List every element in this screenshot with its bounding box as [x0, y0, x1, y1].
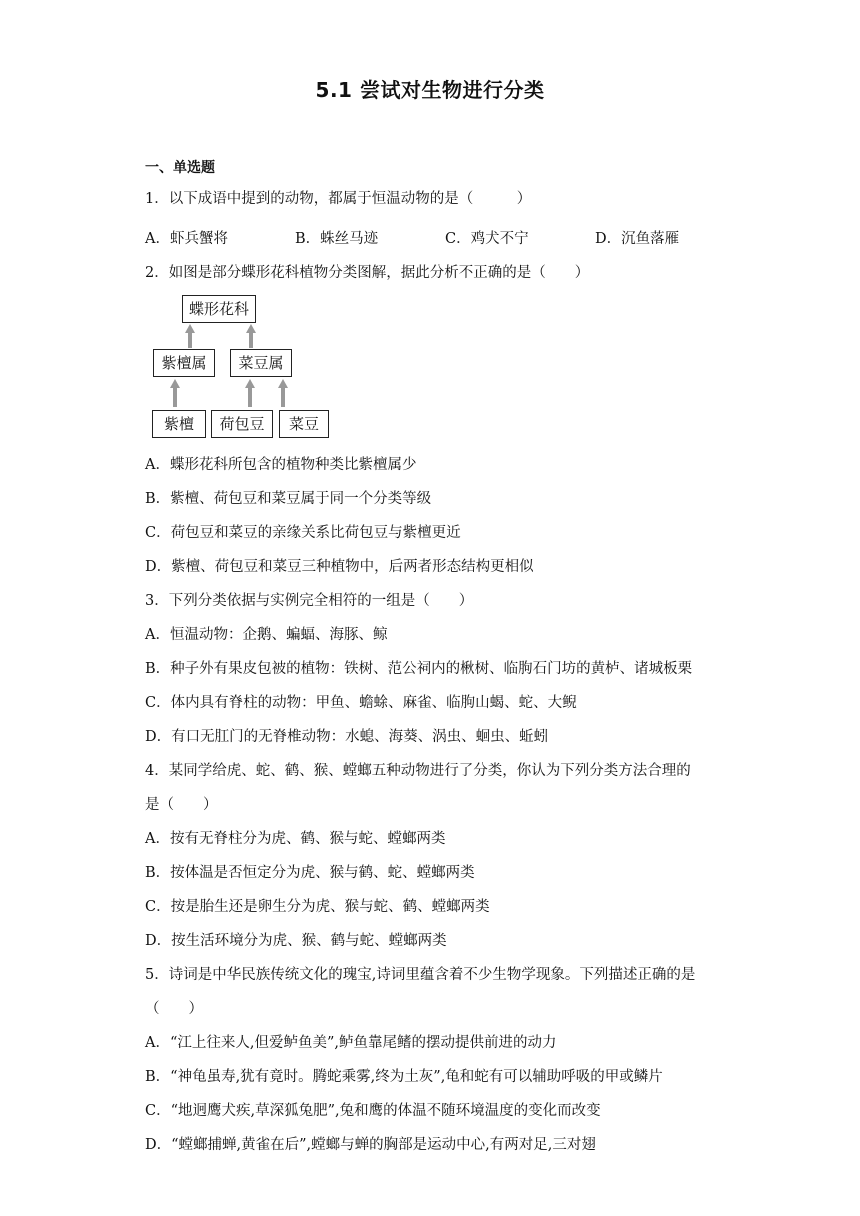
question-5-option-b: B．“神龟虽寿,犹有竟时。腾蛇乘雾,终为土灰”,龟和蛇有可以辅助呼吸的甲或鳞片 [145, 1069, 663, 1085]
question-5-option-a: A．“江上往来人,但爱鲈鱼美”,鲈鱼靠尾鳍的摆动提供前进的动力 [145, 1035, 557, 1051]
question-4-option-c: C．按是胎生还是卵生分为虎、猴与蛇、鹤、螳螂两类 [145, 899, 490, 915]
diagram-species-box-2: 荷包豆 [211, 410, 273, 438]
question-1-option-b: B．蛛丝马迹 [295, 231, 379, 247]
question-2-option-d: D．紫檀、荷包豆和菜豆三种植物中，后两者形态结构更相似 [145, 559, 534, 575]
question-4-option-a: A．按有无脊柱分为虎、鹤、猴与蛇、螳螂两类 [145, 831, 446, 847]
question-4-option-b: B．按体温是否恒定分为虎、猴与鹤、蛇、螳螂两类 [145, 865, 475, 881]
question-3-option-d: D．有口无肛门的无脊椎动物：水螅、海葵、涡虫、蛔虫、蚯蚓 [145, 729, 549, 745]
question-1-option-c: C．鸡犬不宁 [445, 231, 529, 247]
arrow-up-icon [246, 324, 256, 348]
question-3-option-a: A．恒温动物：企鹅、蝙蝠、海豚、鲸 [145, 627, 388, 643]
question-1-option-d: D．沉鱼落雁 [595, 231, 680, 247]
diagram-species-box-1: 紫檀 [152, 410, 206, 438]
diagram-genus-right-box: 菜豆属 [230, 349, 292, 377]
arrow-up-icon [245, 379, 255, 407]
page-title: 5.1 尝试对生物进行分类 [315, 78, 545, 102]
arrow-up-icon [170, 379, 180, 407]
question-3-option-c: C．体内具有脊柱的动物：甲鱼、蟾蜍、麻雀、临朐山蝎、蛇、大鲵 [145, 695, 577, 711]
diagram-species-box-3: 菜豆 [279, 410, 329, 438]
question-4-stem-line-2: 是（ ） [145, 797, 218, 813]
question-3-option-b: B．种子外有果皮包被的植物：铁树、范公祠内的楸树、临朐石门坊的黄栌、诸城板栗 [145, 661, 693, 677]
question-1-option-a: A．虾兵蟹将 [145, 231, 228, 247]
question-4-option-d: D．按生活环境分为虎、猴、鹤与蛇、螳螂两类 [145, 933, 447, 949]
question-2-option-c: C．荷包豆和菜豆的亲缘关系比荷包豆与紫檀更近 [145, 525, 461, 541]
question-2-stem: 2．如图是部分蝶形花科植物分类图解，据此分析不正确的是（ ） [145, 265, 590, 281]
question-1-stem: 1．以下成语中提到的动物，都属于恒温动物的是（ ） [145, 191, 532, 207]
classification-diagram [140, 290, 340, 440]
question-5-stem-line-1: 5．诗词是中华民族传统文化的瑰宝,诗词里蕴含着不少生物学现象。下列描述正确的是 [145, 967, 696, 983]
question-2-option-b: B．紫檀、荷包豆和菜豆属于同一个分类等级 [145, 491, 432, 507]
question-3-stem: 3．下列分类依据与实例完全相符的一组是（ ） [145, 593, 474, 609]
question-5-option-d: D．“螳螂捕蝉,黄雀在后”,螳螂与蝉的胸部是运动中心,有两对足,三对翅 [145, 1137, 596, 1153]
section-heading: 一、单选题 [145, 160, 215, 176]
diagram-genus-left-box: 紫檀属 [153, 349, 215, 377]
question-4-stem-line-1: 4．某同学给虎、蛇、鹤、猴、螳螂五种动物进行了分类，你认为下列分类方法合理的 [145, 763, 691, 779]
arrow-up-icon [185, 324, 195, 348]
question-5-stem-line-2: （ ） [145, 1001, 203, 1017]
question-2-option-a: A．蝶形花科所包含的植物种类比紫檀属少 [145, 457, 417, 473]
diagram-family-box: 蝶形花科 [182, 295, 256, 323]
question-5-option-c: C．“地迥鹰犬疾,草深狐兔肥”,兔和鹰的体温不随环境温度的变化而改变 [145, 1103, 601, 1119]
arrow-up-icon [278, 379, 288, 407]
